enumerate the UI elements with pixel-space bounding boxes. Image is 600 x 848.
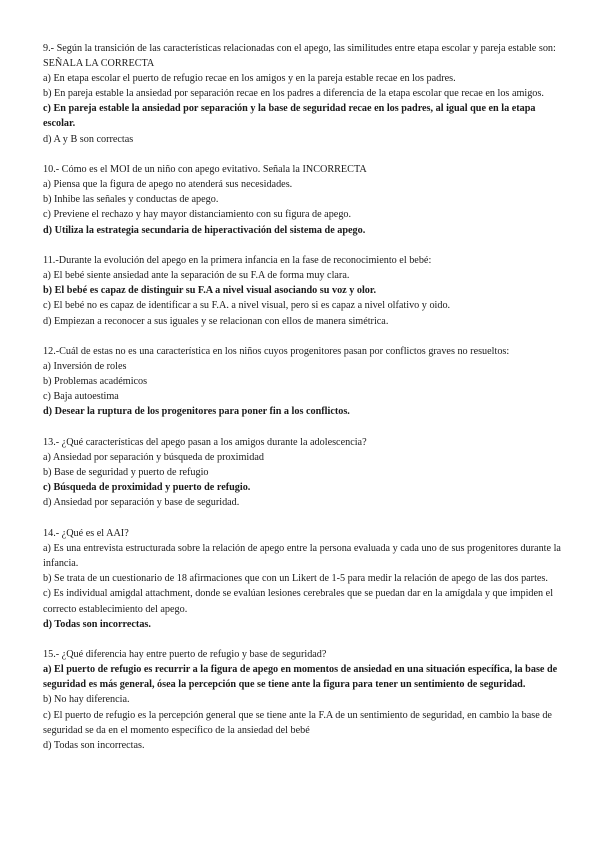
question-10 — [43, 162, 563, 237]
answer-option-c: c) Es individual amigdal attachment, donde se evalúan lesiones cerebrales que se puedan dar en la amígdala y que impiden el correcto establecimiento del apego. — [43, 588, 554, 615]
answer-option-a: a) Inversión de roles — [43, 361, 127, 373]
question-text: 13.- ¿Qué características del apego pasan a los amigos durante la adolescencia? — [43, 437, 367, 449]
answer-option-b: b) Base de seguridad y puerto de refugio — [43, 467, 209, 479]
answer-option-b: b) Problemas académicos — [43, 376, 148, 388]
answer-option-b: b) No hay diferencia. — [43, 694, 130, 706]
document-page — [43, 41, 563, 768]
answer-option-a-correct: a) El puerto de refugio es recurrir a la figura de apego en momentos de ansiedad en una situación específica, la base de seguridad es más general, ósea la percepción que se tiene ante la figura para tener un sentimiento de seguridad. — [43, 664, 558, 691]
answer-option-d-correct: d) Utiliza la estrategia secundaria de hiperactivación del sistema de apego. — [43, 224, 366, 236]
answer-option-b-correct: b) El bebé es capaz de distinguir su F.A a nivel visual asociando su voz y olor. — [43, 285, 377, 297]
question-text: 12.-Cuál de estas no es una característica en los niños cuyos progenitores pasan por conflictos graves no resueltos: — [43, 346, 510, 358]
question-13 — [43, 435, 563, 510]
answer-option-c: c) Baja autoestima — [43, 391, 119, 403]
answer-option-a: a) El bebé siente ansiedad ante la separación de su F.A de forma muy clara. — [43, 270, 350, 282]
question-text: 10.- Cómo es el MOI de un niño con apego evitativo. Señala la INCORRECTA — [43, 164, 367, 176]
question-11 — [43, 253, 563, 328]
question-15 — [43, 647, 563, 753]
answer-option-d: d) A y B son correctas — [43, 133, 134, 145]
answer-option-b: b) Se trata de un cuestionario de 18 afirmaciones que con un Likert de 1-5 para medir la relación de apego de las dos partes. — [43, 573, 548, 585]
answer-option-a: a) Ansiedad por separación y búsqueda de proximidad — [43, 452, 264, 464]
answer-option-c: c) El puerto de refugio es la percepción general que se tiene ante la F.A de un sentimiento de seguridad, en cambio la base de seguridad se da en el momento específico de la ansiedad del bebé — [43, 709, 552, 736]
answer-option-c-correct: c) En pareja estable la ansiedad por separación y la base de seguridad recae en los padres, al igual que en la etapa escolar. — [43, 103, 536, 130]
question-text: 11.-Durante la evolución del apego en la primera infancia en la fase de reconocimiento el bebé: — [43, 255, 432, 267]
answer-option-a: a) En etapa escolar el puerto de refugio recae en los amigos y en la pareja estable recae en los padres. — [43, 73, 456, 85]
answer-option-b: b) En pareja estable la ansiedad por separación recae en los padres a diferencia de la etapa escolar que recae en los amigos. — [43, 88, 544, 100]
answer-option-d-correct: d) Desear la ruptura de los progenitores para poner fin a los conflictos. — [43, 406, 350, 418]
question-14 — [43, 526, 563, 632]
question-12 — [43, 344, 563, 419]
question-text: 14.- ¿Qué es el AAI? — [43, 528, 129, 540]
answer-option-d: d) Empiezan a reconocer a sus iguales y se relacionan con ellos de manera simétrica. — [43, 315, 389, 327]
question-text: 15.- ¿Qué diferencia hay entre puerto de refugio y base de seguridad? — [43, 649, 327, 661]
answer-option-c-correct: c) Búsqueda de proximidad y puerto de refugio. — [43, 482, 251, 494]
answer-option-c: c) El bebé no es capaz de identificar a su F.A. a nivel visual, pero si es capaz a nivel olfativo y oido. — [43, 300, 451, 312]
answer-option-d: d) Ansiedad por separación y base de seguridad. — [43, 497, 240, 509]
answer-option-b: b) Inhibe las señales y conductas de apego. — [43, 194, 219, 206]
question-9 — [43, 41, 563, 147]
answer-option-d-correct: d) Todas son incorrectas. — [43, 618, 151, 630]
answer-option-c: c) Previene el rechazo y hay mayor distanciamiento con su figura de apego. — [43, 209, 352, 221]
question-text: 9.- Según la transición de las características relacionadas con el apego, las similitudes entre etapa escolar y pareja estable son: SEÑALA LA CORRECTA — [43, 43, 556, 70]
answer-option-a: a) Piensa que la figura de apego no atenderá sus necesidades. — [43, 179, 293, 191]
answer-option-a: a) Es una entrevista estructurada sobre la relación de apego entre la persona evaluada y cada uno de sus progenitores durante la infancia. — [43, 543, 561, 570]
answer-option-d: d) Todas son incorrectas. — [43, 739, 145, 751]
